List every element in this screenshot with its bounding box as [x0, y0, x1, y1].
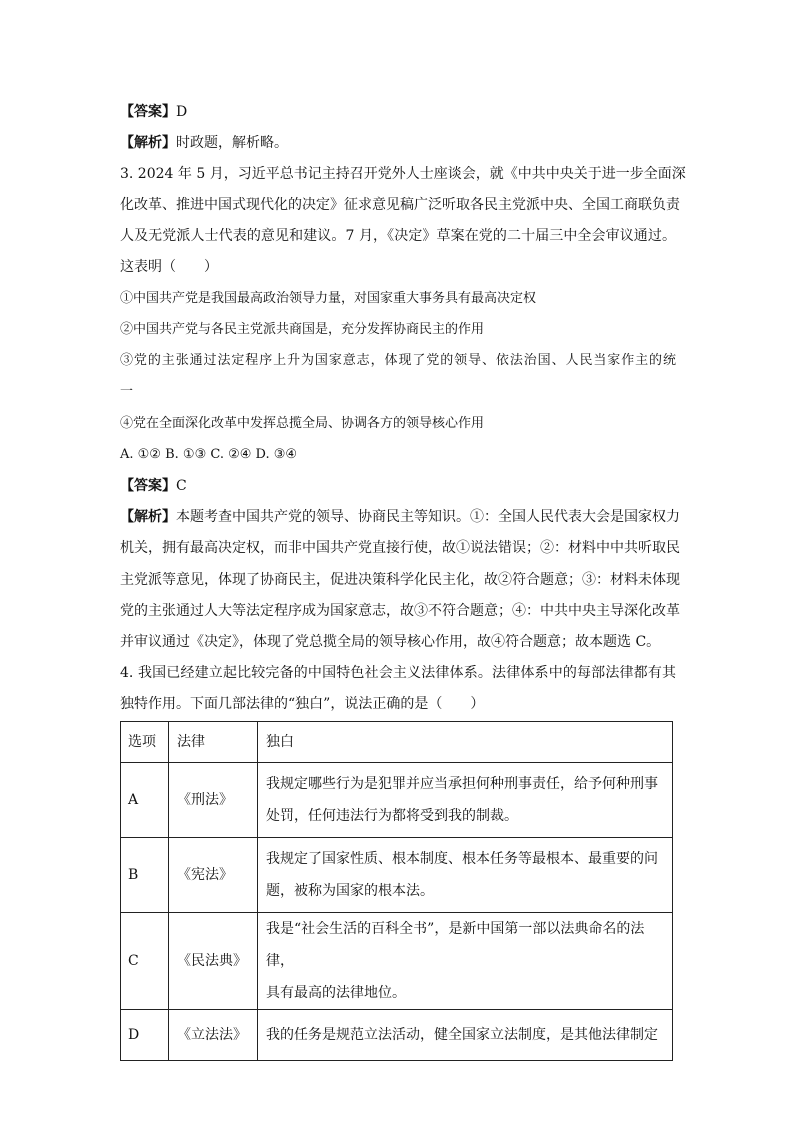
row-law: 《民法典》	[169, 913, 258, 1010]
answer-tag: 【答案】	[120, 478, 176, 494]
analysis-text: 本题考查中国共产党的领导、协商民主等知识。①：全国人民代表大会是国家权力	[176, 509, 680, 525]
q4-stem-line: 4. 我国已经建立起比较完备的中国特色社会主义法律体系。法律体系中的每部法律都有其	[120, 665, 676, 681]
row-monologue	[258, 1010, 673, 1061]
q3-answer	[120, 476, 676, 496]
analysis-text: 时政题，解析略。	[176, 135, 288, 151]
q3-analysis-line	[120, 507, 680, 527]
analysis-tag: 【解析】	[120, 509, 176, 525]
answer-tag: 【答案】	[120, 104, 176, 120]
monologue-line: 我规定了国家性质、根本制度、根本任务等最根本、最重要的问	[266, 851, 658, 867]
table-row	[121, 1010, 673, 1061]
q4-stem-line: 独特作用。下面几部法律的“独白”，说法正确的是（ ）	[120, 696, 485, 712]
table-header-row	[121, 722, 673, 763]
analysis-tag: 【解析】	[120, 135, 176, 151]
monologue-line: 我是“社会生活的百科全书”，是新中国第一部以法典命名的法律，	[266, 921, 645, 969]
row-monologue	[258, 838, 673, 913]
q3-stem-line: 这表明（ ）	[120, 259, 218, 275]
row-law: 《立法法》	[169, 1010, 258, 1061]
q2-answer	[120, 102, 676, 122]
header-monologue: 独白	[258, 722, 673, 763]
row-option: C	[121, 913, 169, 1010]
row-monologue	[258, 763, 673, 838]
monologue-line: 题，被称为国家的根本法。	[266, 883, 434, 899]
row-option: D	[121, 1010, 169, 1061]
q3-choices: A. ①② B. ①③ C. ②④ D. ③④	[120, 447, 298, 462]
q3-stem-line: 人及无党派人士代表的意见和建议。7 月，《决定》草案在党的二十届三中全会审议通过。	[120, 228, 676, 244]
header-option: 选项	[121, 722, 169, 763]
q3-option: ②中国共产党与各民主党派共商国是，充分发挥协商民主的作用	[120, 322, 485, 337]
table-row	[121, 913, 673, 1010]
q3-analysis-line: 并审议通过《决定》，体现了党总揽全局的领导核心作用，故④符合题意；故本题选 C。	[120, 634, 661, 650]
row-option: B	[121, 838, 169, 913]
table-row	[121, 763, 673, 838]
q3-option: ③党的主张通过法定程序上升为国家意志，体现了党的领导、依法治国、人民当家作主的统	[120, 353, 676, 368]
row-option: A	[121, 763, 169, 838]
q3-analysis-line: 机关，拥有最高决定权，而非中国共产党直接行使，故①说法错误；②：材料中中共听取民	[120, 540, 680, 556]
answer-value: C	[176, 478, 187, 494]
q3-option: 一	[120, 384, 134, 399]
row-monologue	[258, 913, 673, 1010]
row-law: 《宪法》	[169, 838, 258, 913]
q3-analysis-line: 主党派等意见，体现了协商民主，促进决策科学化民主化，故②符合题意；③：材料未体现	[120, 572, 680, 588]
monologue-line: 我规定哪些行为是犯罪并应当承担何种刑事责任，给予何种刑事	[266, 776, 658, 792]
monologue-line: 我的任务是规范立法活动，健全国家立法制度，是其他法律制定	[266, 1027, 658, 1043]
monologue-line: 处罚，任何违法行为都将受到我的制裁。	[266, 808, 518, 824]
law-table	[120, 721, 673, 1061]
row-law: 《刑法》	[169, 763, 258, 838]
q3-option: ①中国共产党是我国最高政治领导力量，对国家重大事务具有最高决定权	[120, 291, 537, 306]
header-law: 法律	[169, 722, 258, 763]
q3-stem-line: 3. 2024 年 5 月，习近平总书记主持召开党外人士座谈会，就《中共中央关于进一步全面深	[120, 166, 686, 182]
q3-stem-line: 化改革、推进中国式现代化的决定》征求意见稿广泛听取各民主党派中央、全国工商联负责	[120, 197, 680, 213]
monologue-line: 具有最高的法律地位。	[266, 985, 406, 1001]
q3-analysis-line: 党的主张通过人大等法定程序成为国家意志，故③不符合题意；④：中共中央主导深化改革	[120, 603, 680, 619]
answer-value: D	[176, 104, 188, 120]
table-row	[121, 838, 673, 913]
q2-analysis	[120, 133, 676, 153]
q3-option: ④党在全面深化改革中发挥总揽全局、协调各方的领导核心作用	[120, 416, 485, 431]
